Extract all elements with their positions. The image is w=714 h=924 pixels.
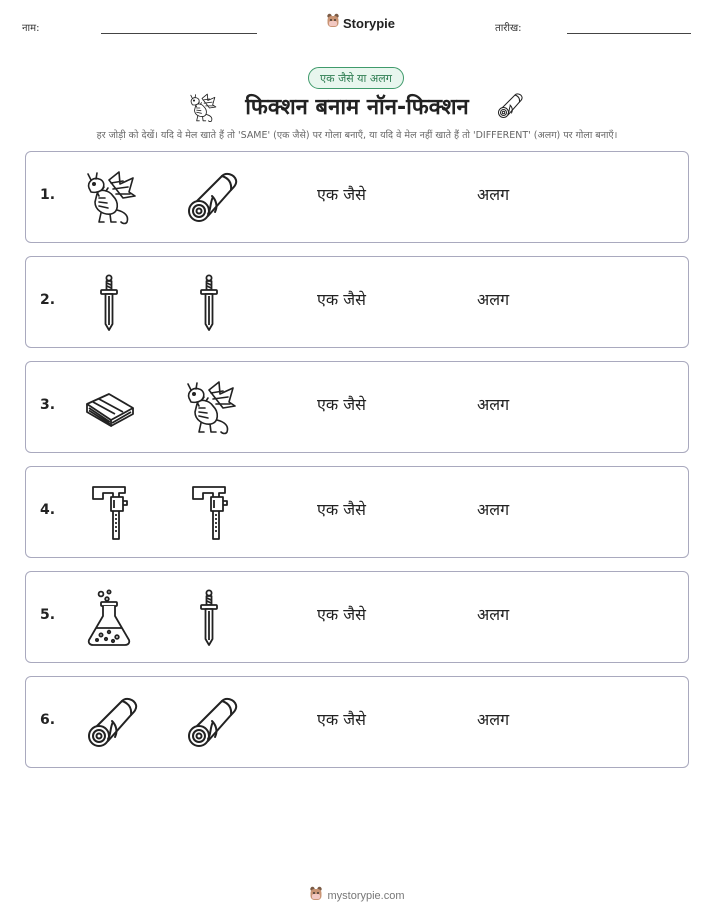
different-option[interactable]: अलग xyxy=(477,500,510,519)
question-row-2 xyxy=(25,256,689,348)
scroll-icon xyxy=(182,168,242,228)
name-label: नाम: xyxy=(22,23,40,34)
question-row-3 xyxy=(25,361,689,453)
brand-name: Storypie xyxy=(343,15,396,31)
same-option[interactable]: एक जैसे xyxy=(317,500,366,519)
scroll-icon xyxy=(495,91,525,125)
dragon-icon xyxy=(79,168,139,228)
caliper-icon xyxy=(179,483,239,543)
different-option[interactable]: अलग xyxy=(477,290,510,309)
question-row-5 xyxy=(25,571,689,663)
caliper-icon xyxy=(79,483,139,543)
question-number: 1. xyxy=(40,187,56,203)
different-option[interactable]: अलग xyxy=(477,395,510,414)
same-option[interactable]: एक जैसे xyxy=(317,605,366,624)
question-row-1 xyxy=(25,151,689,243)
footer-url[interactable]: mystorypie.com xyxy=(327,889,405,902)
date-line[interactable] xyxy=(567,33,691,34)
same-option[interactable]: एक जैसे xyxy=(317,290,366,309)
question-number: 4. xyxy=(40,502,56,518)
question-number: 5. xyxy=(40,607,56,623)
scroll-icon xyxy=(182,693,242,753)
dragon-icon xyxy=(179,378,239,438)
page-title: फिक्शन बनाम नॉन-फिक्शन xyxy=(245,95,469,120)
different-option[interactable]: अलग xyxy=(477,605,510,624)
different-option[interactable]: अलग xyxy=(477,185,510,204)
instructions: हर जोड़ी को देखें। यदि वे मेल खाते हैं तो 'SAME' (एक जैसे) पर गोला बनाएँ, या यदि वे मेल नहीं खाते हैं तो 'DIFFERENT' (अलग) पर गोला बनाएँ। xyxy=(96,130,618,141)
storypie-mascot-icon xyxy=(326,13,340,33)
question-number: 2. xyxy=(40,292,56,308)
name-line[interactable] xyxy=(101,33,257,34)
sword-icon xyxy=(179,273,239,333)
book-icon xyxy=(79,378,139,438)
question-row-6 xyxy=(25,676,689,768)
same-option[interactable]: एक जैसे xyxy=(317,185,366,204)
storypie-mascot-icon xyxy=(309,886,323,905)
question-number: 6. xyxy=(40,712,56,728)
question-row-4 xyxy=(25,466,689,558)
topic-badge: एक जैसे या अलग xyxy=(308,67,404,89)
same-option[interactable]: एक जैसे xyxy=(317,710,366,729)
different-option[interactable]: अलग xyxy=(477,710,510,729)
scroll-icon xyxy=(82,693,142,753)
date-label: तारीख: xyxy=(495,23,522,34)
sword-icon xyxy=(179,588,239,648)
footer xyxy=(0,886,714,905)
brand-logo xyxy=(326,13,395,33)
question-number: 3. xyxy=(40,397,56,413)
flask-icon xyxy=(79,588,139,648)
same-option[interactable]: एक जैसे xyxy=(317,395,366,414)
sword-icon xyxy=(79,273,139,333)
